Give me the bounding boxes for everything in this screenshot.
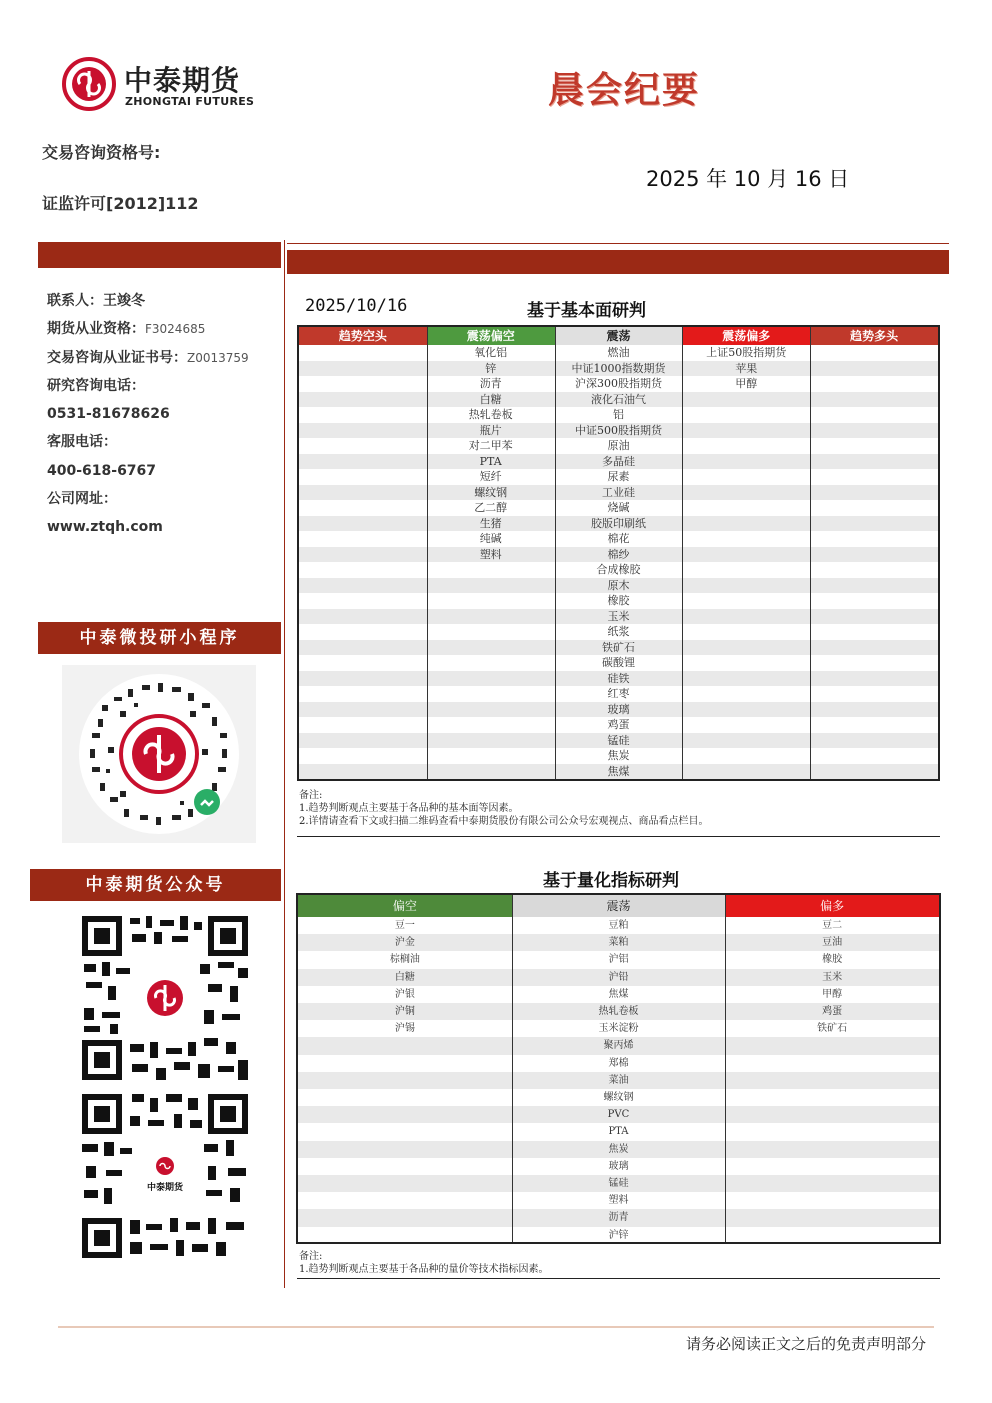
table-cell: 螺纹钢 bbox=[603, 1092, 634, 1103]
column-header: 震荡偏空 bbox=[427, 327, 555, 345]
footer-rule bbox=[58, 1326, 934, 1328]
column-divider bbox=[427, 327, 428, 779]
column-divider bbox=[512, 895, 513, 1242]
table-cell: 红枣 bbox=[607, 687, 630, 700]
table-cell: 铁矿石 bbox=[817, 1023, 848, 1035]
table-cell: 乙二醇 bbox=[474, 501, 508, 514]
table-cell: PTA bbox=[479, 454, 502, 468]
table-cell: 沪铅 bbox=[608, 971, 629, 983]
table-date: 2025/10/16 bbox=[305, 296, 408, 316]
table-cell: 甲醇 bbox=[735, 377, 758, 390]
official-account-qr-1-icon bbox=[80, 914, 250, 1082]
table-cell: 铁矿石 bbox=[601, 640, 635, 654]
table-cell: 液化石油气 bbox=[590, 392, 646, 406]
fundamental-table bbox=[297, 325, 940, 781]
mini-program-qr[interactable] bbox=[62, 665, 256, 843]
table-cell: 胶版印刷纸 bbox=[590, 516, 646, 530]
column-header: 趋势空头 bbox=[299, 327, 427, 345]
table-cell: PVC bbox=[607, 1109, 630, 1121]
table-cell: 玻璃 bbox=[607, 702, 630, 716]
table-cell: 原油 bbox=[607, 439, 630, 452]
table-cell: 甲醇 bbox=[822, 988, 843, 1000]
table-cell: 对二甲苯 bbox=[468, 439, 513, 452]
table-cell: 玉米淀粉 bbox=[598, 1023, 639, 1035]
right-header-bar bbox=[287, 250, 949, 274]
logo-text-en: ZHONGTAI FUTURES bbox=[125, 95, 255, 108]
table-cell: 菜粕 bbox=[608, 937, 629, 949]
contact-name: 王竣冬 bbox=[103, 293, 145, 309]
left-header-bar bbox=[38, 242, 281, 268]
table-cell: 锰硅 bbox=[607, 733, 630, 747]
column-divider bbox=[725, 895, 726, 1242]
quant-table bbox=[296, 893, 941, 1244]
table-cell: 纯碱 bbox=[479, 532, 502, 545]
note-line: 1.趋势判断观点主要基于各品种的量价等技术指标因素。 bbox=[299, 1264, 549, 1275]
table-cell: 焦煤 bbox=[608, 988, 629, 1000]
note-line: 2.详情请查看下文或扫描二维码查看中泰期货股份有限公司公众号宏观视点、商品看点栏目。 bbox=[299, 816, 709, 827]
official-account-qr-1[interactable] bbox=[80, 914, 250, 1082]
table-cell: 聚丙烯 bbox=[603, 1040, 634, 1052]
table-cell: 塑料 bbox=[608, 1195, 629, 1207]
table-cell: 沪金 bbox=[394, 937, 415, 949]
table-cell: 铝 bbox=[612, 408, 624, 421]
table-cell: 燃油 bbox=[607, 346, 630, 359]
table-cell: 橡胶 bbox=[822, 954, 843, 966]
table-cell: 生猪 bbox=[479, 516, 502, 530]
table-cell: 烧碱 bbox=[607, 501, 630, 514]
table-cell: 热轧卷板 bbox=[598, 1006, 639, 1017]
contact-info bbox=[47, 290, 249, 545]
notes-divider bbox=[297, 836, 940, 837]
zhongtai-logo-icon bbox=[62, 57, 116, 111]
table-cell: 螺纹钢 bbox=[474, 485, 508, 499]
table-cell: 白糖 bbox=[479, 392, 502, 406]
table-cell: 焦炭 bbox=[607, 749, 630, 762]
table-cell: 玉米 bbox=[822, 971, 843, 983]
table-cell: 沪铜 bbox=[394, 1006, 415, 1017]
column-header: 震荡偏多 bbox=[682, 327, 810, 345]
notes-label: 备注: bbox=[299, 790, 323, 801]
table-cell: 玻璃 bbox=[608, 1160, 629, 1172]
table-cell: 焦煤 bbox=[607, 764, 630, 778]
table-cell: 工业硅 bbox=[601, 485, 635, 499]
note-line: 1.趋势判断观点主要基于各品种的基本面等因素。 bbox=[299, 803, 519, 814]
table-cell: 豆二 bbox=[822, 920, 843, 931]
table-cell: 沪深300股指期货 bbox=[574, 377, 662, 390]
table-cell: 苹果 bbox=[735, 361, 758, 375]
table-cell: 白糖 bbox=[394, 971, 415, 983]
report-date: 2025 年 10 月 16 日 bbox=[646, 167, 850, 191]
table-cell: 菜油 bbox=[608, 1074, 629, 1086]
disclaimer-notice: 请务必阅读正文之后的免责声明部分 bbox=[685, 1335, 926, 1353]
top-rule bbox=[287, 243, 949, 244]
table-cell: 橡胶 bbox=[607, 594, 630, 607]
qualification-label: 交易咨询资格号: bbox=[42, 143, 161, 162]
table-cell: 多晶硅 bbox=[601, 454, 635, 468]
table-cell: 中证1000指数期货 bbox=[571, 361, 666, 375]
column-divider bbox=[284, 240, 285, 1288]
qualification-label: 期货从业资格： bbox=[47, 321, 145, 338]
table-cell: 塑料 bbox=[479, 547, 502, 561]
table-cell: 中证500股指期货 bbox=[574, 423, 662, 437]
table-cell: 玉米 bbox=[607, 609, 630, 623]
mini-program-qr-icon bbox=[62, 665, 256, 843]
quant-notes bbox=[299, 1250, 549, 1276]
logo-text-cn: 中泰期货 bbox=[124, 64, 241, 97]
license-number: 证监许可[2012]112 bbox=[42, 194, 199, 213]
service-label: 客服电话： bbox=[47, 434, 117, 451]
qualification-number: F3024685 bbox=[145, 322, 206, 337]
table-cell: 沪锡 bbox=[394, 1023, 415, 1035]
table-cell: 纸浆 bbox=[607, 625, 630, 638]
table-cell: 沥青 bbox=[608, 1212, 629, 1224]
table-cell: 锰硅 bbox=[608, 1178, 629, 1189]
service-number: 400-618-6767 bbox=[47, 462, 157, 479]
table-cell: 棉花 bbox=[607, 532, 630, 545]
table-cell: 氧化铝 bbox=[474, 346, 508, 359]
official-account-qr-2[interactable] bbox=[80, 1092, 250, 1260]
cert-label: 交易咨询从业证书号： bbox=[47, 349, 187, 366]
official-account-qr-2-icon bbox=[80, 1092, 250, 1260]
table-cell: 棉纱 bbox=[607, 547, 630, 561]
table-cell: 合成橡胶 bbox=[596, 563, 641, 576]
mini-program-bar: 中泰微投研小程序 bbox=[38, 622, 281, 654]
table-cell: 原木 bbox=[607, 578, 630, 592]
column-header: 趋势多头 bbox=[810, 327, 938, 345]
table-cell: 豆一 bbox=[394, 920, 415, 931]
table-cell: 沪铝 bbox=[608, 954, 629, 966]
website-link[interactable]: www.ztqh.com bbox=[47, 519, 163, 536]
column-divider bbox=[810, 327, 811, 779]
table-cell: 上证50股指期货 bbox=[706, 346, 787, 359]
contact-name-label: 联系人： bbox=[47, 293, 103, 309]
fundamental-table-title: 基于基本面研判 bbox=[527, 301, 646, 321]
table-cell: 豆油 bbox=[822, 937, 843, 949]
column-divider bbox=[555, 327, 556, 779]
document-title: 晨会纪要 bbox=[548, 69, 701, 111]
quant-table-title: 基于量化指标研判 bbox=[543, 871, 679, 891]
fundamental-notes bbox=[299, 789, 709, 828]
column-header: 偏多 bbox=[725, 895, 939, 917]
table-cell: 鸡蛋 bbox=[607, 718, 630, 731]
column-header: 震荡 bbox=[555, 327, 683, 345]
table-cell: 豆粕 bbox=[608, 920, 629, 931]
table-cell: 焦炭 bbox=[608, 1143, 629, 1155]
table-cell: 硅铁 bbox=[607, 671, 630, 685]
website-label: 公司网址： bbox=[47, 491, 117, 508]
table-cell: 郑棉 bbox=[608, 1057, 629, 1069]
qr-brand-label: 中泰期货 bbox=[146, 1183, 183, 1193]
table-cell: PTA bbox=[608, 1126, 629, 1138]
column-header: 偏空 bbox=[298, 895, 512, 917]
table-cell: 锌 bbox=[485, 361, 497, 375]
table-cell: 热轧卷板 bbox=[468, 408, 513, 421]
cert-number: Z0013759 bbox=[187, 350, 249, 365]
table-cell: 沥青 bbox=[479, 377, 502, 390]
table-cell: 尿素 bbox=[607, 470, 630, 483]
table-cell: 棕榈油 bbox=[389, 954, 420, 966]
phone-number: 0531-81678626 bbox=[47, 406, 170, 423]
column-header: 震荡 bbox=[512, 895, 726, 917]
table-cell: 沪锌 bbox=[608, 1229, 629, 1241]
table-cell: 鸡蛋 bbox=[822, 1006, 843, 1017]
official-account-bar: 中泰期货公众号 bbox=[30, 869, 281, 901]
phone-label: 研究咨询电话： bbox=[47, 377, 145, 394]
company-logo bbox=[62, 57, 272, 113]
table-cell: 瓶片 bbox=[479, 423, 502, 437]
table-cell: 碳酸锂 bbox=[601, 656, 635, 669]
notes-label: 备注: bbox=[299, 1251, 323, 1262]
table-cell: 短纤 bbox=[479, 470, 502, 483]
table-cell: 沪银 bbox=[394, 988, 415, 1000]
notes-divider bbox=[297, 1278, 940, 1279]
column-divider bbox=[682, 327, 683, 779]
